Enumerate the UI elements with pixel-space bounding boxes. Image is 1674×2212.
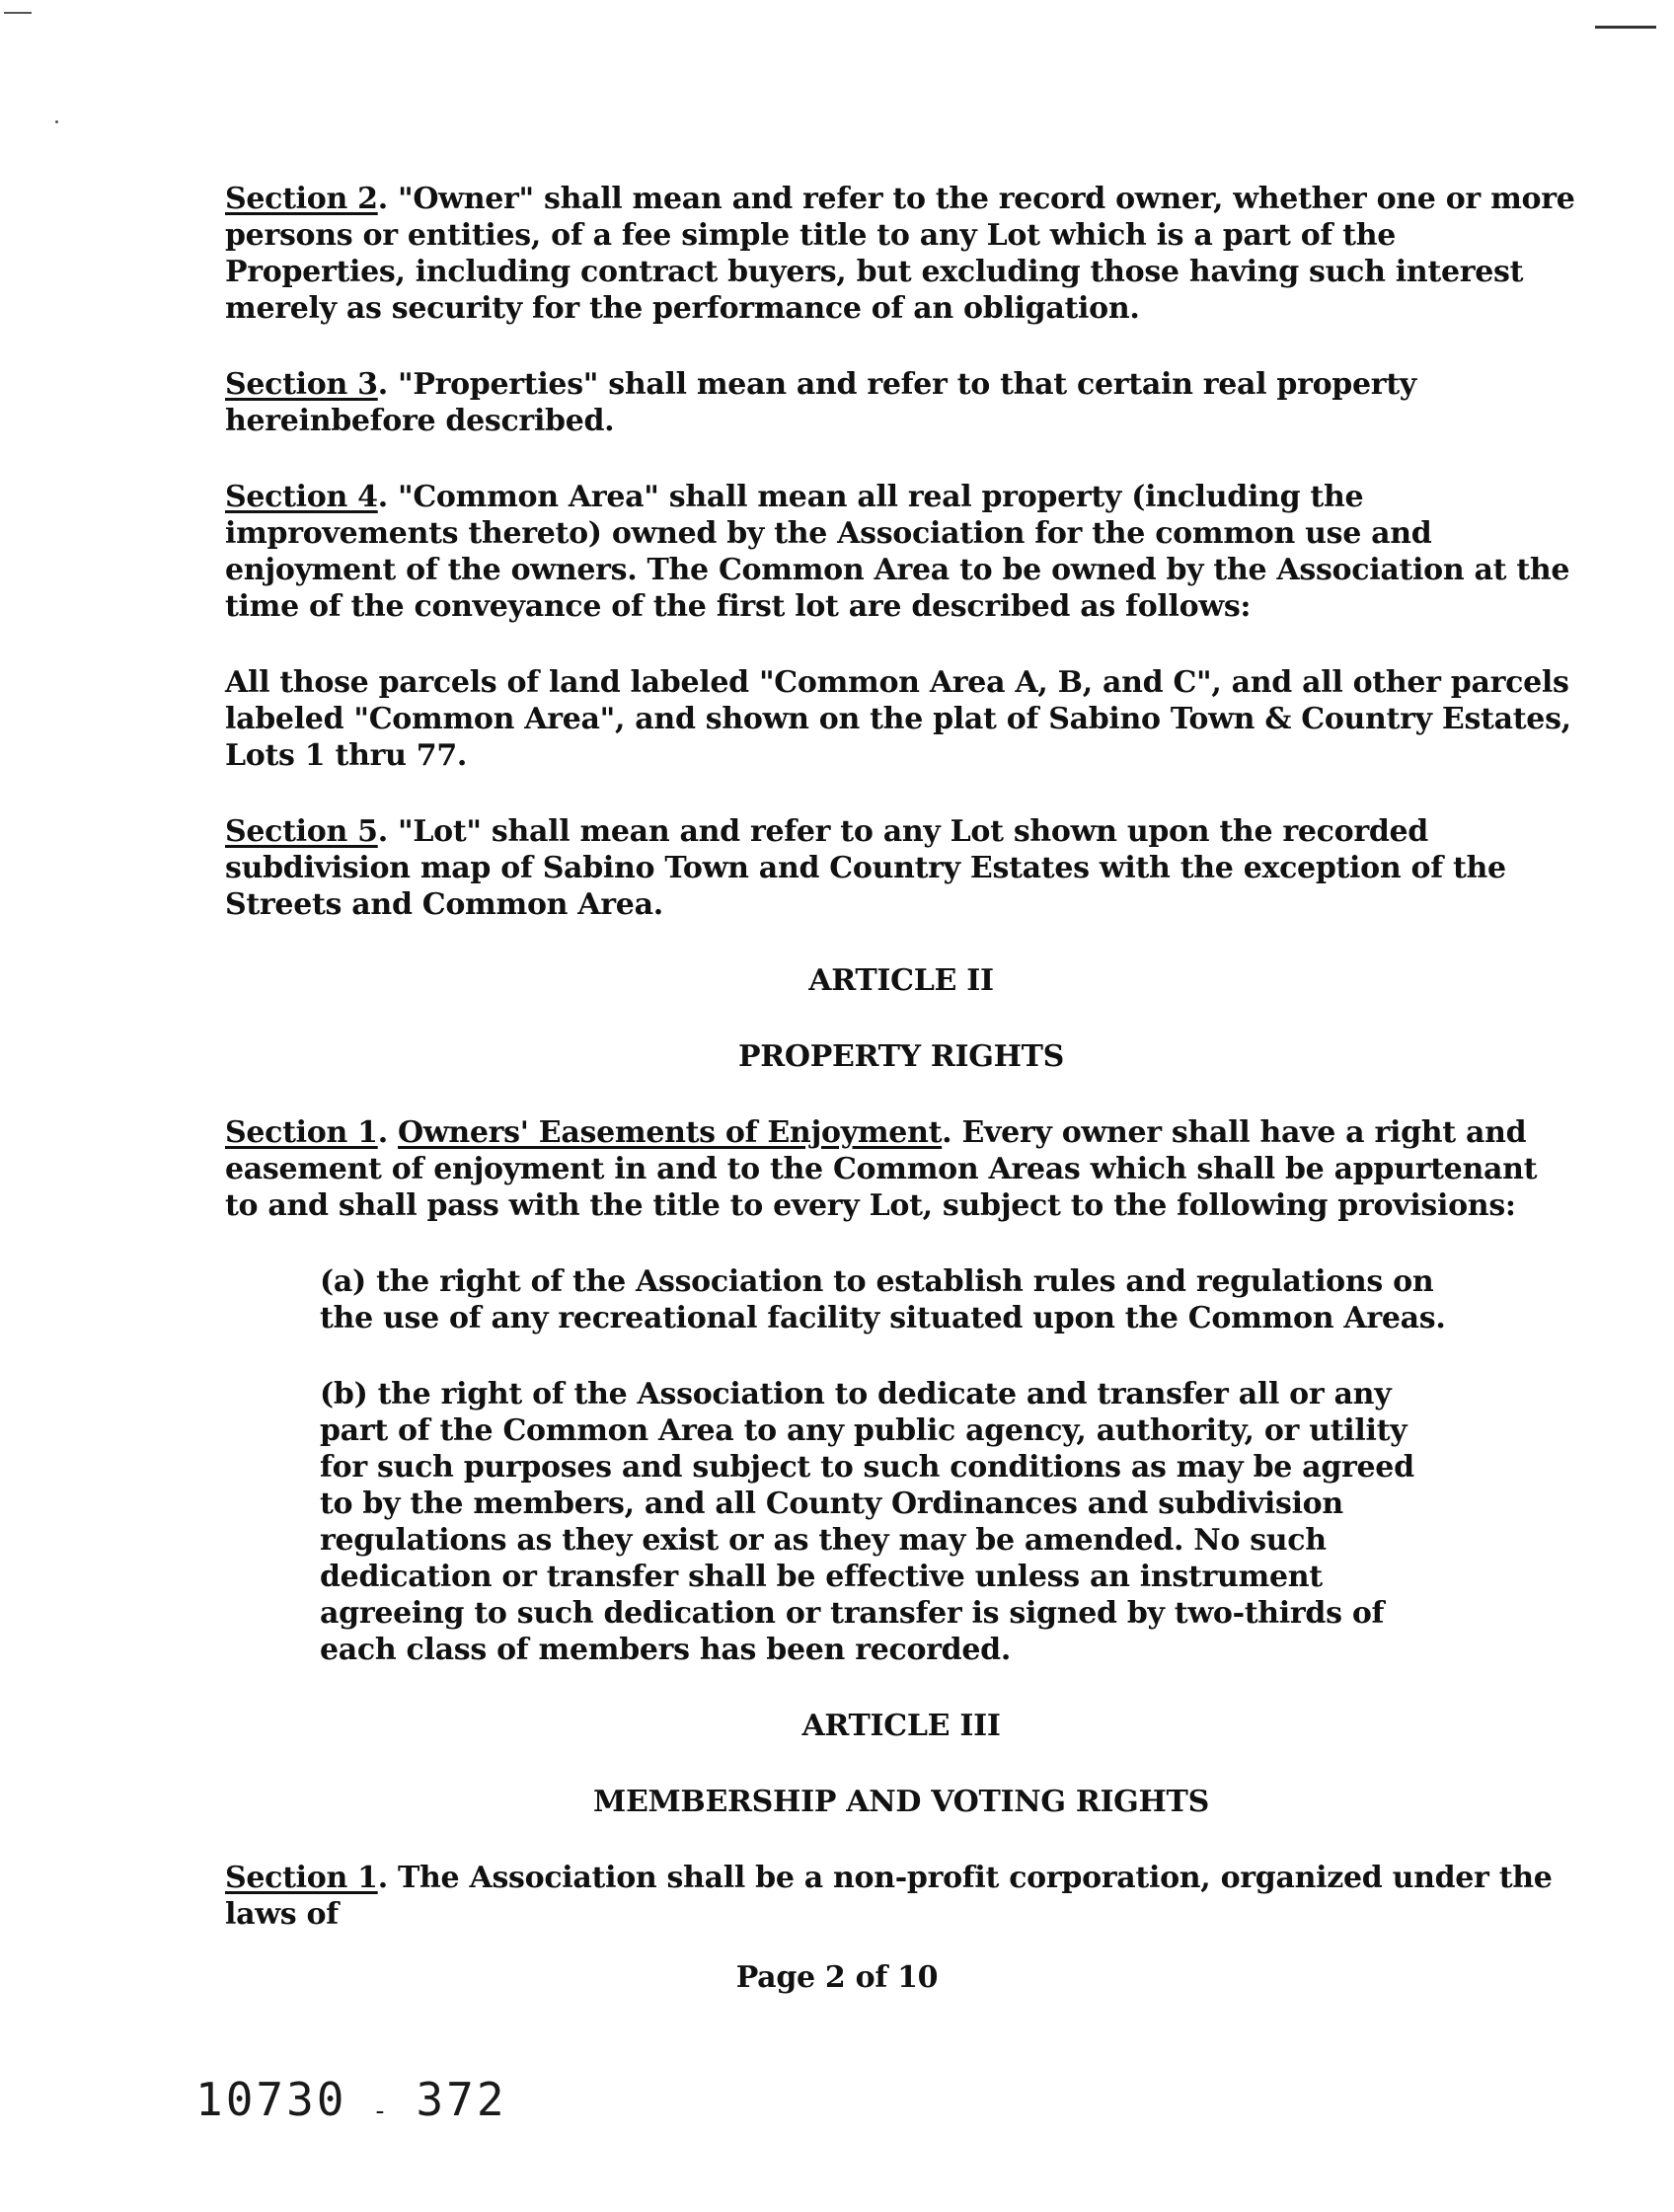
section-text: . "Properties" shall mean and refer to that certain real property hereinbefore described. xyxy=(225,367,1416,438)
article-3-title: ARTICLE III xyxy=(801,1709,1001,1743)
section-text: . "Owner" shall mean and refer to the record owner, whether one or more persons or entities, of a fee simple title to any Lot which is a part of the Properties, including contract buyers, but excluding those having such interest merely as security for the performance of an obligation. xyxy=(225,182,1575,326)
article-2-section-1-paragraph xyxy=(225,1114,1577,1224)
section-5-paragraph xyxy=(225,813,1577,923)
scan-mark xyxy=(4,12,32,14)
section-text: . "Common Area" shall mean all real property (including the improvements thereto) owned by the Association for the common use and enjoyment of the owners. The Common Area to be owned by the Association at the time of the conveyance of the first lot are described as follows: xyxy=(225,480,1570,624)
section-4-paragraph xyxy=(225,479,1577,625)
corner-mark xyxy=(1595,26,1656,29)
section-label: Section 2 xyxy=(225,182,378,216)
section-label: Section 4 xyxy=(225,480,378,514)
section-2-paragraph xyxy=(225,181,1577,327)
section-label: Section 3 xyxy=(225,367,378,402)
stamp-book-number: 10730 xyxy=(195,2073,347,2126)
section-text: . "Lot" shall mean and refer to any Lot shown upon the recorded subdivision map of Sabino Town and Country Estates with the exception of the Streets and Common Area. xyxy=(225,814,1506,922)
section-text: . Every owner shall have a right and easement of enjoyment in and to the Common Areas which shall be appurtenant to and shall pass with the title to every Lot, subject to the following provisions: xyxy=(225,1115,1538,1223)
section-label: Section 1 xyxy=(225,1861,378,1895)
article-3-subtitle: MEMBERSHIP AND VOTING RIGHTS xyxy=(593,1785,1209,1819)
section-label: Section 1 xyxy=(225,1115,378,1150)
stamp-separator: - xyxy=(372,2097,391,2126)
recording-stamp xyxy=(195,2073,507,2126)
provision-a: (a) the right of the Association to establish rules and regulations on the use of any recreational facility situated upon the Common Areas. xyxy=(320,1264,1446,1335)
page-number: Page 2 of 10 xyxy=(735,1960,939,1995)
section-label: Section 5 xyxy=(225,814,378,849)
section-separator: . xyxy=(377,1115,399,1150)
scan-speck xyxy=(55,120,58,123)
provision-b: (b) the right of the Association to dedicate and transfer all or any part of the Common Area to any public agency, authority, or utility for such purposes and subject to such conditions as may be agreed to by the members, and all County Ordinances and subdivision regulations as they exist or as they may be amended. No such dedication or transfer shall be effective unless an instrument agreeing to such dedication or transfer is signed by two-thirds of each class of members has been recorded. xyxy=(320,1377,1414,1667)
article-2-title: ARTICLE II xyxy=(808,963,994,998)
section-text: . The Association shall be a non-profit corporation, organized under the laws of xyxy=(225,1861,1553,1932)
section-text: All those parcels of land labeled "Common Area A, B, and C", and all other parcels labeled "Common Area", and shown on the plat of Sabino Town & Country Estates, Lots 1 thru 77. xyxy=(225,665,1571,773)
common-area-description xyxy=(225,664,1577,774)
stamp-page-number: 372 xyxy=(416,2073,507,2126)
article-3-section-1-paragraph xyxy=(225,1860,1577,1933)
document-body xyxy=(225,181,1577,1972)
article-2-subtitle: PROPERTY RIGHTS xyxy=(737,1039,1065,1074)
section-3-paragraph xyxy=(225,366,1577,439)
section-heading: Owners' Easements of Enjoyment xyxy=(398,1115,943,1150)
